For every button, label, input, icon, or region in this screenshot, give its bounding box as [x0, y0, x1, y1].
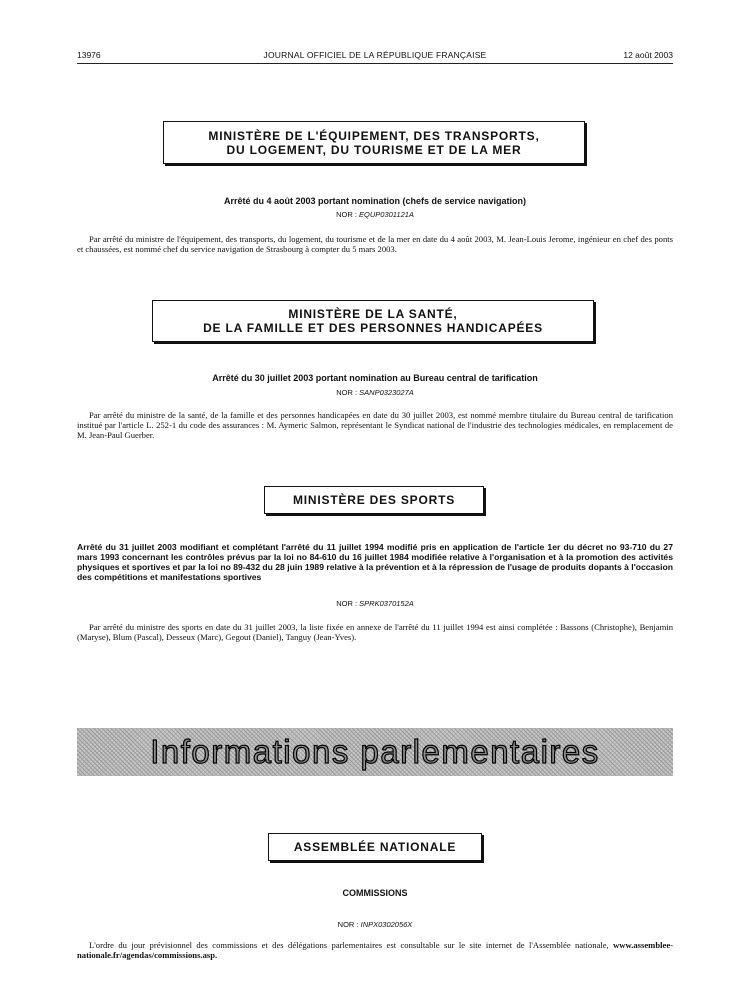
banner-text: Informations parlementaires: [150, 733, 600, 770]
decree-paragraph: Par arrêté du ministre des sports en date du 31 juillet 2003, la liste fixée en annexe de l'arrêté du 11 juillet 1994 est ainsi complétée : Bassons (Christophe), Benjamin (Maryse), Blum (Pascal), Desseux (Marc), Gegout (Daniel), Tanguy (Jean-Yves).: [77, 622, 673, 642]
ministry-line: DU LOGEMENT, DU TOURISME ET DE LA MER: [226, 142, 522, 157]
assembly-title: ASSEMBLÉE NATIONALE: [293, 840, 457, 854]
nor-code: EQUP0301121A: [359, 210, 414, 219]
journal-title: JOURNAL OFFICIEL DE LA RÉPUBLIQUE FRANÇAISE: [263, 50, 487, 60]
nor-label: NOR :: [336, 599, 358, 608]
nor-reference: [300, 920, 450, 929]
header-rule: [77, 63, 673, 64]
page-header: [77, 50, 673, 64]
decree-paragraph: Par arrêté du ministre de la santé, de la famille et des personnes handicapées en date du 30 juillet 2003, est nommé membre titulaire du Bureau central de tarification institué par l'article L. 252-1 du code des assurances : M. Aymeric Salmon, représentant le Syndicat national de l'industrie des technologies médicales, en remplacement de M. Jean-Paul Guerber.: [77, 410, 673, 440]
assembly-box: [268, 833, 482, 861]
decree-text: [77, 410, 673, 440]
nor-code: SANP0323027A: [359, 388, 414, 397]
decree-title: Arrêté du 4 août 2003 portant nomination (chefs de service navigation): [223, 196, 527, 206]
ministry-box-sante: [152, 300, 594, 342]
nor-reference: [300, 599, 450, 608]
decree-paragraph: Par arrêté du ministre de l'équipement, des transports, du logement, du tourisme et de la mer en date du 4 août 2003, M. Jean-Louis Jerome, ingénieur en chef des ponts et chaussées, est nommé chef du service navigation de Strasbourg à compter du 5 mars 2003.: [77, 234, 673, 254]
commissions-agenda-link[interactable]: www.assemblee-nationale.fr/agendas/commissions.asp.: [77, 940, 674, 960]
decree-title: Arrêté du 31 juillet 2003 modifiant et complétant l'arrêté du 11 juillet 1994 modifié pris en application de l'article 1er du décret no 93-710 du 27 mars 1993 concernant les contrôles prévus par la loi no 84-610 du 16 juillet 1984 modifiée relative à l'organisation et à la promotion des activités physiques et sportives et par la loi no 89-432 du 28 juin 1989 relative à la prévention et à la répression de l'usage de produits dopants à l'occasion des compétitions et manifestations sportives: [77, 542, 673, 582]
ministry-box-sports: [264, 486, 484, 514]
assembly-sentence: L'ordre du jour prévisionnel des commissions et des délégations parlementaires est consultable sur le site internet de l'Assemblée nationale,: [89, 940, 609, 950]
commissions-heading: COMMISSIONS: [342, 888, 408, 898]
ministry-line: MINISTÈRE DE L'ÉQUIPEMENT, DES TRANSPORTS,: [208, 128, 540, 143]
ministry-line: DE LA FAMILLE ET DES PERSONNES HANDICAPÉES: [203, 321, 543, 335]
page-number: 13976: [77, 50, 101, 60]
ministry-box-equipement: [163, 121, 585, 164]
assembly-paragraph: [77, 940, 673, 960]
decree-text: [77, 234, 673, 254]
ministry-line: MINISTÈRE DES SPORTS: [292, 493, 456, 507]
nor-code: INPX0302056X: [360, 920, 413, 929]
nor-code: SPRK0370152A: [359, 599, 414, 608]
assembly-text: [77, 940, 673, 960]
nor-label: NOR :: [337, 920, 359, 929]
parliamentary-information-banner: [77, 728, 673, 776]
ministry-line: MINISTÈRE DE LA SANTÉ,: [288, 307, 458, 321]
decree-title: Arrêté du 30 juillet 2003 portant nomination au Bureau central de tarification: [212, 373, 538, 383]
publication-date: 12 août 2003: [623, 50, 673, 60]
nor-label: NOR :: [336, 388, 358, 397]
nor-reference: [300, 388, 450, 397]
nor-label: NOR :: [336, 210, 357, 219]
decree-text: [77, 622, 673, 642]
nor-reference: [300, 210, 450, 219]
